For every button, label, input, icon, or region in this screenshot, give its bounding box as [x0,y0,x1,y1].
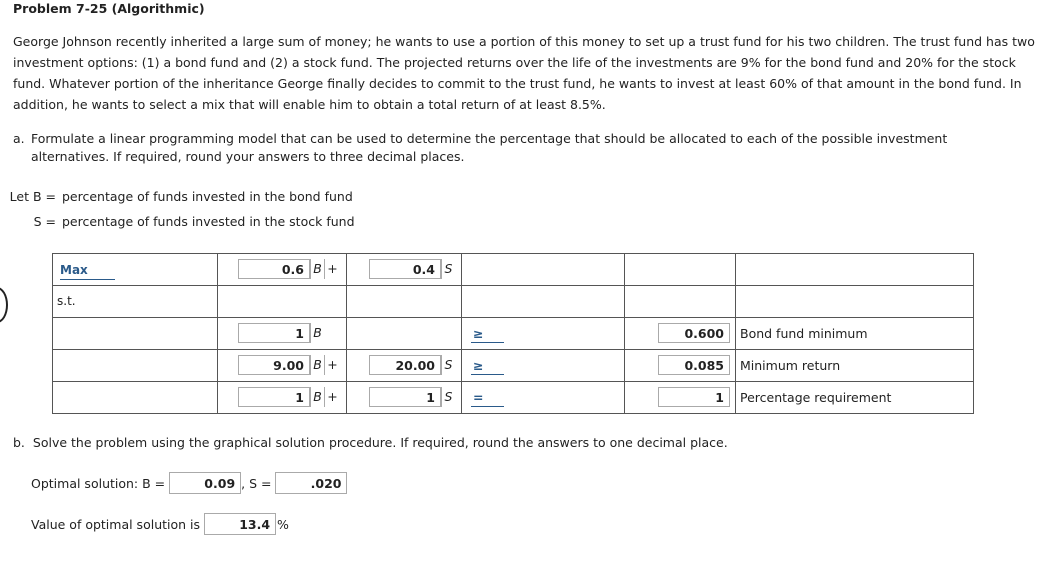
let-b-text: percentage of funds invested in the bond fund [62,189,353,204]
optimal-value [31,513,289,535]
constraint-row-2 [53,350,974,382]
objective-b-coef-input[interactable]: 0.6 [238,259,310,279]
left-edge-circle [0,287,8,323]
var-s-label: S [441,355,455,375]
objective-type-underline [60,279,115,280]
optimal-value-label: Value of optimal solution is [31,516,201,532]
optimal-b-input[interactable]: 0.09 [169,472,241,494]
c3-description: Percentage requirement [740,390,892,405]
c1-relation-select[interactable]: ≥ [473,326,484,341]
c3-relation-select[interactable]: = [473,390,484,405]
constraint-row-3 [53,382,974,414]
percent-unit: % [277,516,289,532]
var-s-label: S [441,387,455,407]
c3-rhs-input[interactable]: 1 [658,387,730,407]
st-row [53,286,974,318]
var-s-label: S [441,259,455,279]
c3-relation-underline [471,406,504,407]
problem-description: George Johnson recently inherited a large sum of money; he wants to use a portion of this money to set up a trust fund for his two children. The trust fund has two investment options: (1) a bond fund and (2) a stock fund. The projected returns over the life of the investments are 9% for the bond fund and 20% for the stock fund. Whatever portion of the inheritance George finally decides to commit to the trust fund, he wants to invest at least 60% of that amount in the bond fund. In addition, he wants to select a mix that will enable him to obtain a total return of at least 8.5%. [13,34,1035,112]
optimal-b-label: Optimal solution: B = [31,475,166,491]
part-b-text: Solve the problem using the graphical solution procedure. If required, round the answers to one decimal place. [32,435,728,450]
optimal-s-input[interactable]: .020 [275,472,347,494]
part-a-label: a. [13,131,25,146]
plus-sign: + [324,259,340,279]
var-b-label: B [310,355,324,375]
optimal-value-input[interactable]: 13.4 [204,513,276,535]
subject-to-label: s.t. [57,294,76,308]
part-b [13,435,728,450]
var-b-label: B [310,387,324,407]
optimal-s-label: , S = [241,475,272,491]
c1-description: Bond fund minimum [740,326,868,341]
c2-relation-underline [471,374,504,375]
var-b-label: B [310,323,324,343]
c2-b-coef-input[interactable]: 9.00 [238,355,310,375]
let-s-text: percentage of funds invested in the stock fund [62,214,355,229]
c2-relation-select[interactable]: ≥ [473,358,484,373]
c3-s-coef-input[interactable]: 1 [369,387,441,407]
objective-type-select[interactable]: Max [60,263,88,277]
lp-model-table [52,253,974,414]
c2-description: Minimum return [740,358,841,373]
c2-s-coef-input[interactable]: 20.00 [369,355,441,375]
c1-rhs-input[interactable]: 0.600 [658,323,730,343]
plus-sign: + [324,387,340,407]
objective-row [53,254,974,286]
let-s-key: S = [33,214,56,229]
var-b-label: B [310,259,324,279]
plus-sign: + [324,355,340,375]
problem-title: Problem 7-25 (Algorithmic) [13,1,205,16]
let-b-key: Let B = [9,189,56,204]
c1-relation-underline [471,342,504,343]
c1-b-coef-input[interactable]: 1 [238,323,310,343]
part-a-text: Formulate a linear programming model that can be used to determine the percentage that should be allocated to each of the possible investment alternatives. If required, round your answers to three decimal places. [31,131,948,164]
objective-s-coef-input[interactable]: 0.4 [369,259,441,279]
c2-rhs-input[interactable]: 0.085 [658,355,730,375]
part-b-label: b. [13,435,25,450]
constraint-row-1 [53,318,974,350]
c3-b-coef-input[interactable]: 1 [238,387,310,407]
optimal-solution [31,472,347,494]
